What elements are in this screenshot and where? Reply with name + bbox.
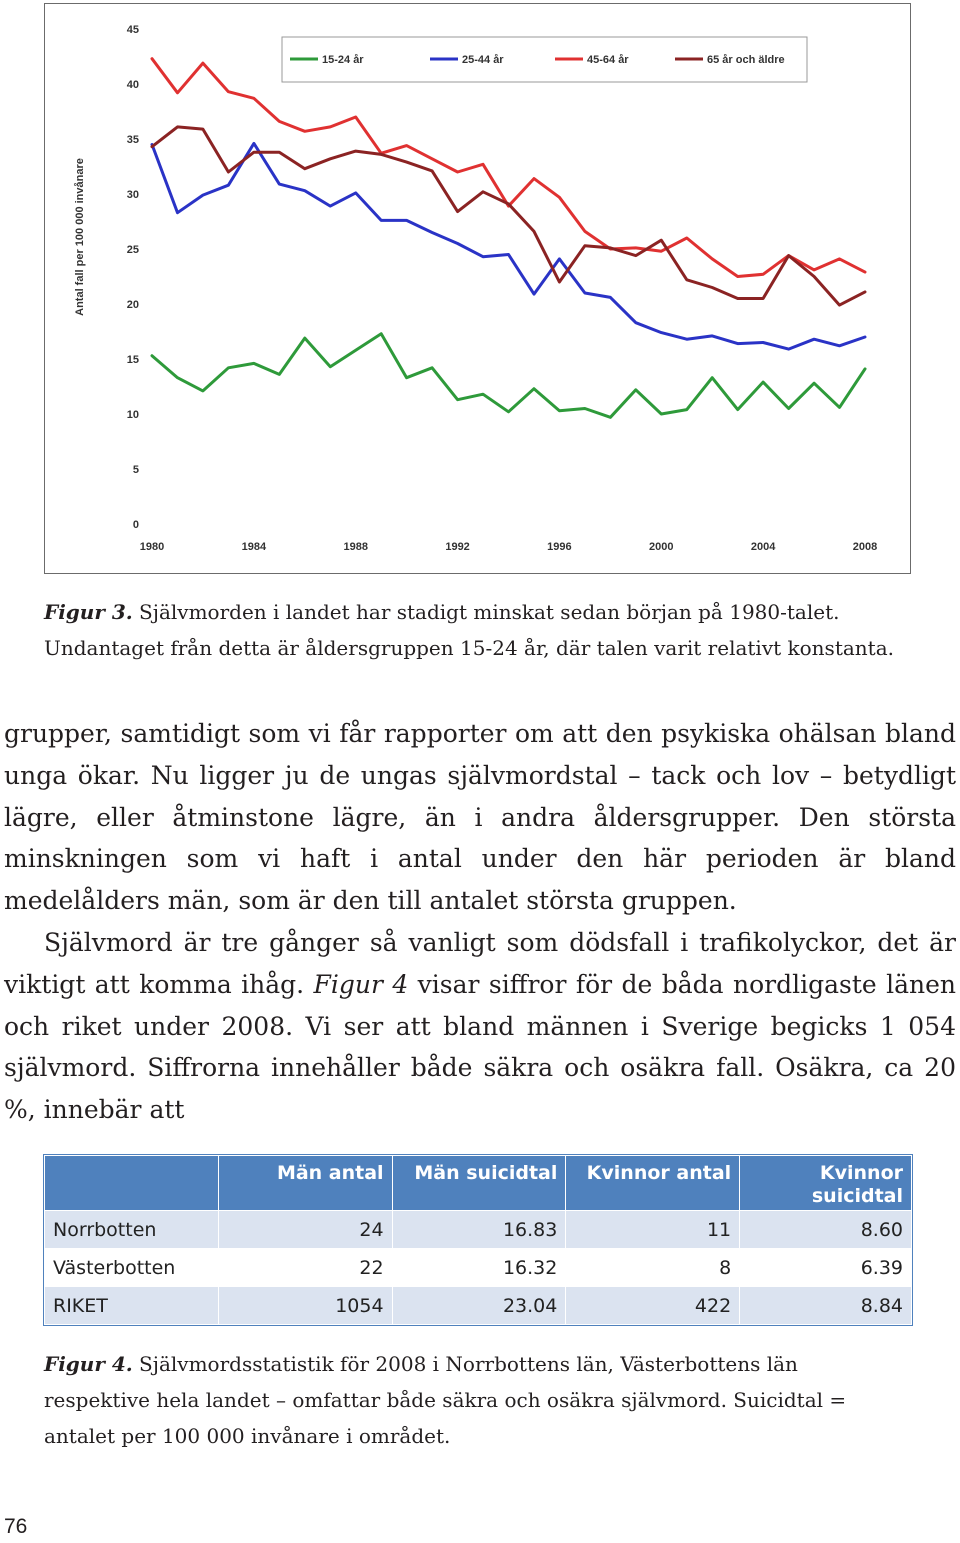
header-cell: Män antal xyxy=(218,1156,392,1211)
table-cell: 8.60 xyxy=(740,1211,912,1249)
y-axis-label: Antal fall per 100 000 invånare xyxy=(74,158,86,316)
table-cell: Västerbotten xyxy=(45,1249,219,1287)
y-tick-label: 30 xyxy=(126,189,139,201)
series-line xyxy=(152,59,865,277)
x-tick-label: 2008 xyxy=(852,541,878,553)
series-line xyxy=(152,334,865,418)
figure-3-chart xyxy=(44,3,911,574)
y-tick-label: 35 xyxy=(126,134,139,146)
suicide-statistics-table xyxy=(44,1155,912,1325)
x-tick-label: 2000 xyxy=(649,541,674,553)
x-tick-label: 1996 xyxy=(547,541,572,553)
header-cell: Kvinnor suicidtal xyxy=(740,1156,912,1211)
y-tick-label: 15 xyxy=(126,354,139,366)
x-tick-label: 2004 xyxy=(750,541,776,553)
table-cell: 6.39 xyxy=(740,1249,912,1287)
table-header-row xyxy=(45,1156,912,1211)
line-chart xyxy=(45,4,912,575)
y-tick-label: 20 xyxy=(126,299,139,311)
table-cell: 422 xyxy=(566,1287,740,1325)
table-cell: 8 xyxy=(566,1249,740,1287)
x-tick-label: 1980 xyxy=(139,541,165,553)
table-row xyxy=(45,1211,912,1249)
x-tick-label: 1988 xyxy=(343,541,368,553)
paragraph-2-end: visar siffror för de båda nordligaste länen och riket under 2008. Vi ser att bland männen i Sverige begicks 1 054 självmord. Siffrorna innehåller både säkra och osäkra fall. Osäkra, ca 20 %, innebär att xyxy=(4,969,956,1125)
paragraph-2-start: Självmord är tre gånger så vanligt som dödsfall i trafikolyckor, det är viktigt att komma ihåg. xyxy=(4,927,956,999)
table-cell: 11 xyxy=(566,1211,740,1249)
figure-4-caption xyxy=(44,1346,904,1454)
header-cell: Män suicidtal xyxy=(392,1156,566,1211)
table-cell: 8.84 xyxy=(740,1287,912,1325)
figure-4-reference: Figur 4 xyxy=(313,969,409,999)
header-cell: Kvinnor antal xyxy=(566,1156,740,1211)
table-row xyxy=(45,1249,912,1287)
legend-label: 15-24 år xyxy=(322,54,364,66)
figure-4-caption-text: Självmordsstatistik för 2008 i Norrbottens län, Västerbottens län respektive hela landet – omfattar både säkra och osäkra självmord. Suicidtal = antalet per 100 000 invånare i området. xyxy=(44,1352,847,1448)
y-tick-label: 25 xyxy=(126,244,139,256)
legend-label: 65 år och äldre xyxy=(707,54,785,66)
figure-4-label: Figur 4. xyxy=(44,1352,133,1376)
series-line xyxy=(152,143,865,349)
header-cell xyxy=(45,1156,219,1211)
paragraph-2 xyxy=(4,922,956,1131)
y-tick-label: 0 xyxy=(132,519,139,531)
y-tick-label: 5 xyxy=(132,464,139,476)
table-cell: RIKET xyxy=(45,1287,219,1325)
y-tick-label: 10 xyxy=(126,409,139,421)
table-cell: Norrbotten xyxy=(45,1211,219,1249)
table-cell: 1054 xyxy=(218,1287,392,1325)
y-tick-label: 40 xyxy=(126,79,139,91)
table-cell: 22 xyxy=(218,1249,392,1287)
series-line xyxy=(152,127,865,305)
x-tick-label: 1992 xyxy=(445,541,470,553)
figure-3-caption-text: Självmorden i landet har stadigt minskat sedan början på 1980-talet. Undantaget från detta är åldersgruppen 15-24 år, där talen varit relativt konstanta. xyxy=(44,600,894,660)
legend-label: 45-64 år xyxy=(587,54,629,66)
chart-legend xyxy=(282,37,807,82)
figure-3-caption xyxy=(44,594,904,666)
x-tick-label: 1984 xyxy=(241,541,267,553)
page-number: 76 xyxy=(4,1515,28,1538)
y-tick-label: 45 xyxy=(126,24,139,36)
table-cell: 16.32 xyxy=(392,1249,566,1287)
body-text xyxy=(4,713,956,1131)
table-cell: 16.83 xyxy=(392,1211,566,1249)
table-cell: 24 xyxy=(218,1211,392,1249)
figure-3-label: Figur 3. xyxy=(44,600,133,624)
table-row xyxy=(45,1287,912,1325)
legend-label: 25-44 år xyxy=(462,54,504,66)
paragraph-1: grupper, samtidigt som vi får rapporter om att den psykiska ohälsan bland unga ökar. Nu ligger ju de ungas självmordstal – tack och lov – betydligt lägre, eller åtminstone lägre, än i andra åldersgrupper. Den största minskningen som vi haft i antal under den här perioden är bland medelålders män, som är den till antalet största gruppen. xyxy=(4,719,956,916)
table-cell: 23.04 xyxy=(392,1287,566,1325)
